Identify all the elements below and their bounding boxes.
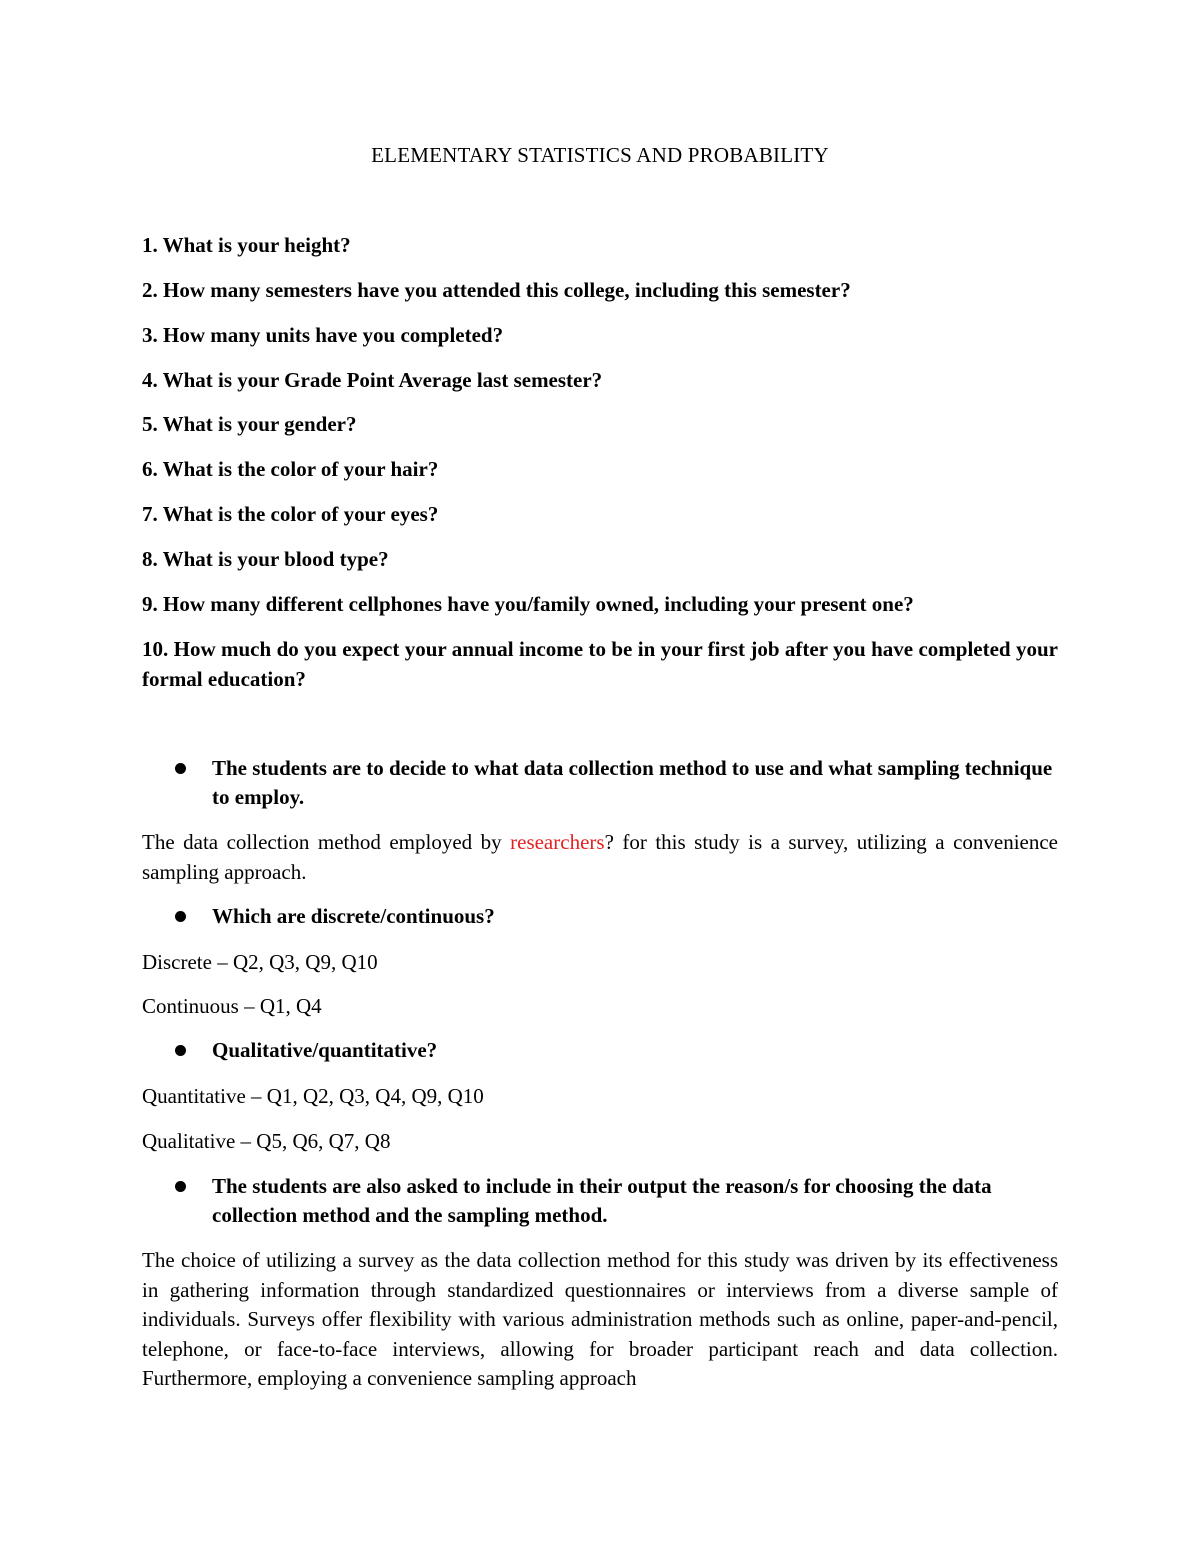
document-title: ELEMENTARY STATISTICS AND PROBABILITY xyxy=(371,143,829,167)
answer-data-collection xyxy=(142,828,1058,887)
quantitative-answer: Quantitative – Q1, Q2, Q3, Q4, Q9, Q10 xyxy=(142,1084,484,1108)
bullet-text: Qualitative/quantitative? xyxy=(212,1038,438,1062)
qualitative-answer: Qualitative – Q5, Q6, Q7, Q8 xyxy=(142,1129,391,1153)
question-2: 2. How many semesters have you attended this college, including this semester? xyxy=(142,278,851,302)
question-8: 8. What is your blood type? xyxy=(142,547,389,571)
bullet-data-collection xyxy=(172,754,1058,812)
question-4: 4. What is your Grade Point Average last semester? xyxy=(142,368,603,392)
question-6: 6. What is the color of your hair? xyxy=(142,457,439,481)
answer-text-start: The data collection method employed by xyxy=(142,830,511,854)
bullet-qualitative-quantitative xyxy=(172,1036,1058,1065)
answer-reasons: The choice of utilizing a survey as the data collection method for this study was driven by its effectiveness in gathering information through standardized questionnaires or interviews from a diverse sample of individuals. Surveys offer flexibility with various administration methods such as online, paper-and-pencil, telephone, or face-to-face interviews, allowing for broader participant reach and data collection. Furthermore, employing a convenience sampling approach xyxy=(142,1248,1058,1390)
bullet-dot xyxy=(175,1045,186,1056)
question-10: 10. How much do you expect your annual income to be in your first job after you have completed your formal education? xyxy=(142,637,1058,691)
answer-text-end: ? for this study is a survey, utilizing a convenience sampling approach. xyxy=(142,830,1059,884)
bullet-reasons xyxy=(172,1172,1058,1230)
bullet-dot xyxy=(175,911,186,922)
discrete-answer: Discrete – Q2, Q3, Q9, Q10 xyxy=(142,950,378,974)
bullet-text: The students are also asked to include in their output the reason/s for choosing the data collection method and the sampling method. xyxy=(212,1174,992,1227)
question-7: 7. What is the color of your eyes? xyxy=(142,502,439,526)
question-3: 3. How many units have you completed? xyxy=(142,323,504,347)
bullet-dot xyxy=(175,763,186,774)
bullet-dot xyxy=(175,1181,186,1192)
bullet-text: Which are discrete/continuous? xyxy=(212,904,495,928)
continuous-answer: Continuous – Q1, Q4 xyxy=(142,994,322,1018)
bullet-discrete-continuous xyxy=(172,902,1058,931)
bullet-text: The students are to decide to what data collection method to use and what sampling technique to employ. xyxy=(212,756,1053,809)
question-5: 5. What is your gender? xyxy=(142,412,357,436)
question-1: 1. What is your height? xyxy=(142,233,351,257)
question-9: 9. How many different cellphones have you/family owned, including your present one? xyxy=(142,592,914,616)
highlighted-word: researchers xyxy=(510,830,605,854)
